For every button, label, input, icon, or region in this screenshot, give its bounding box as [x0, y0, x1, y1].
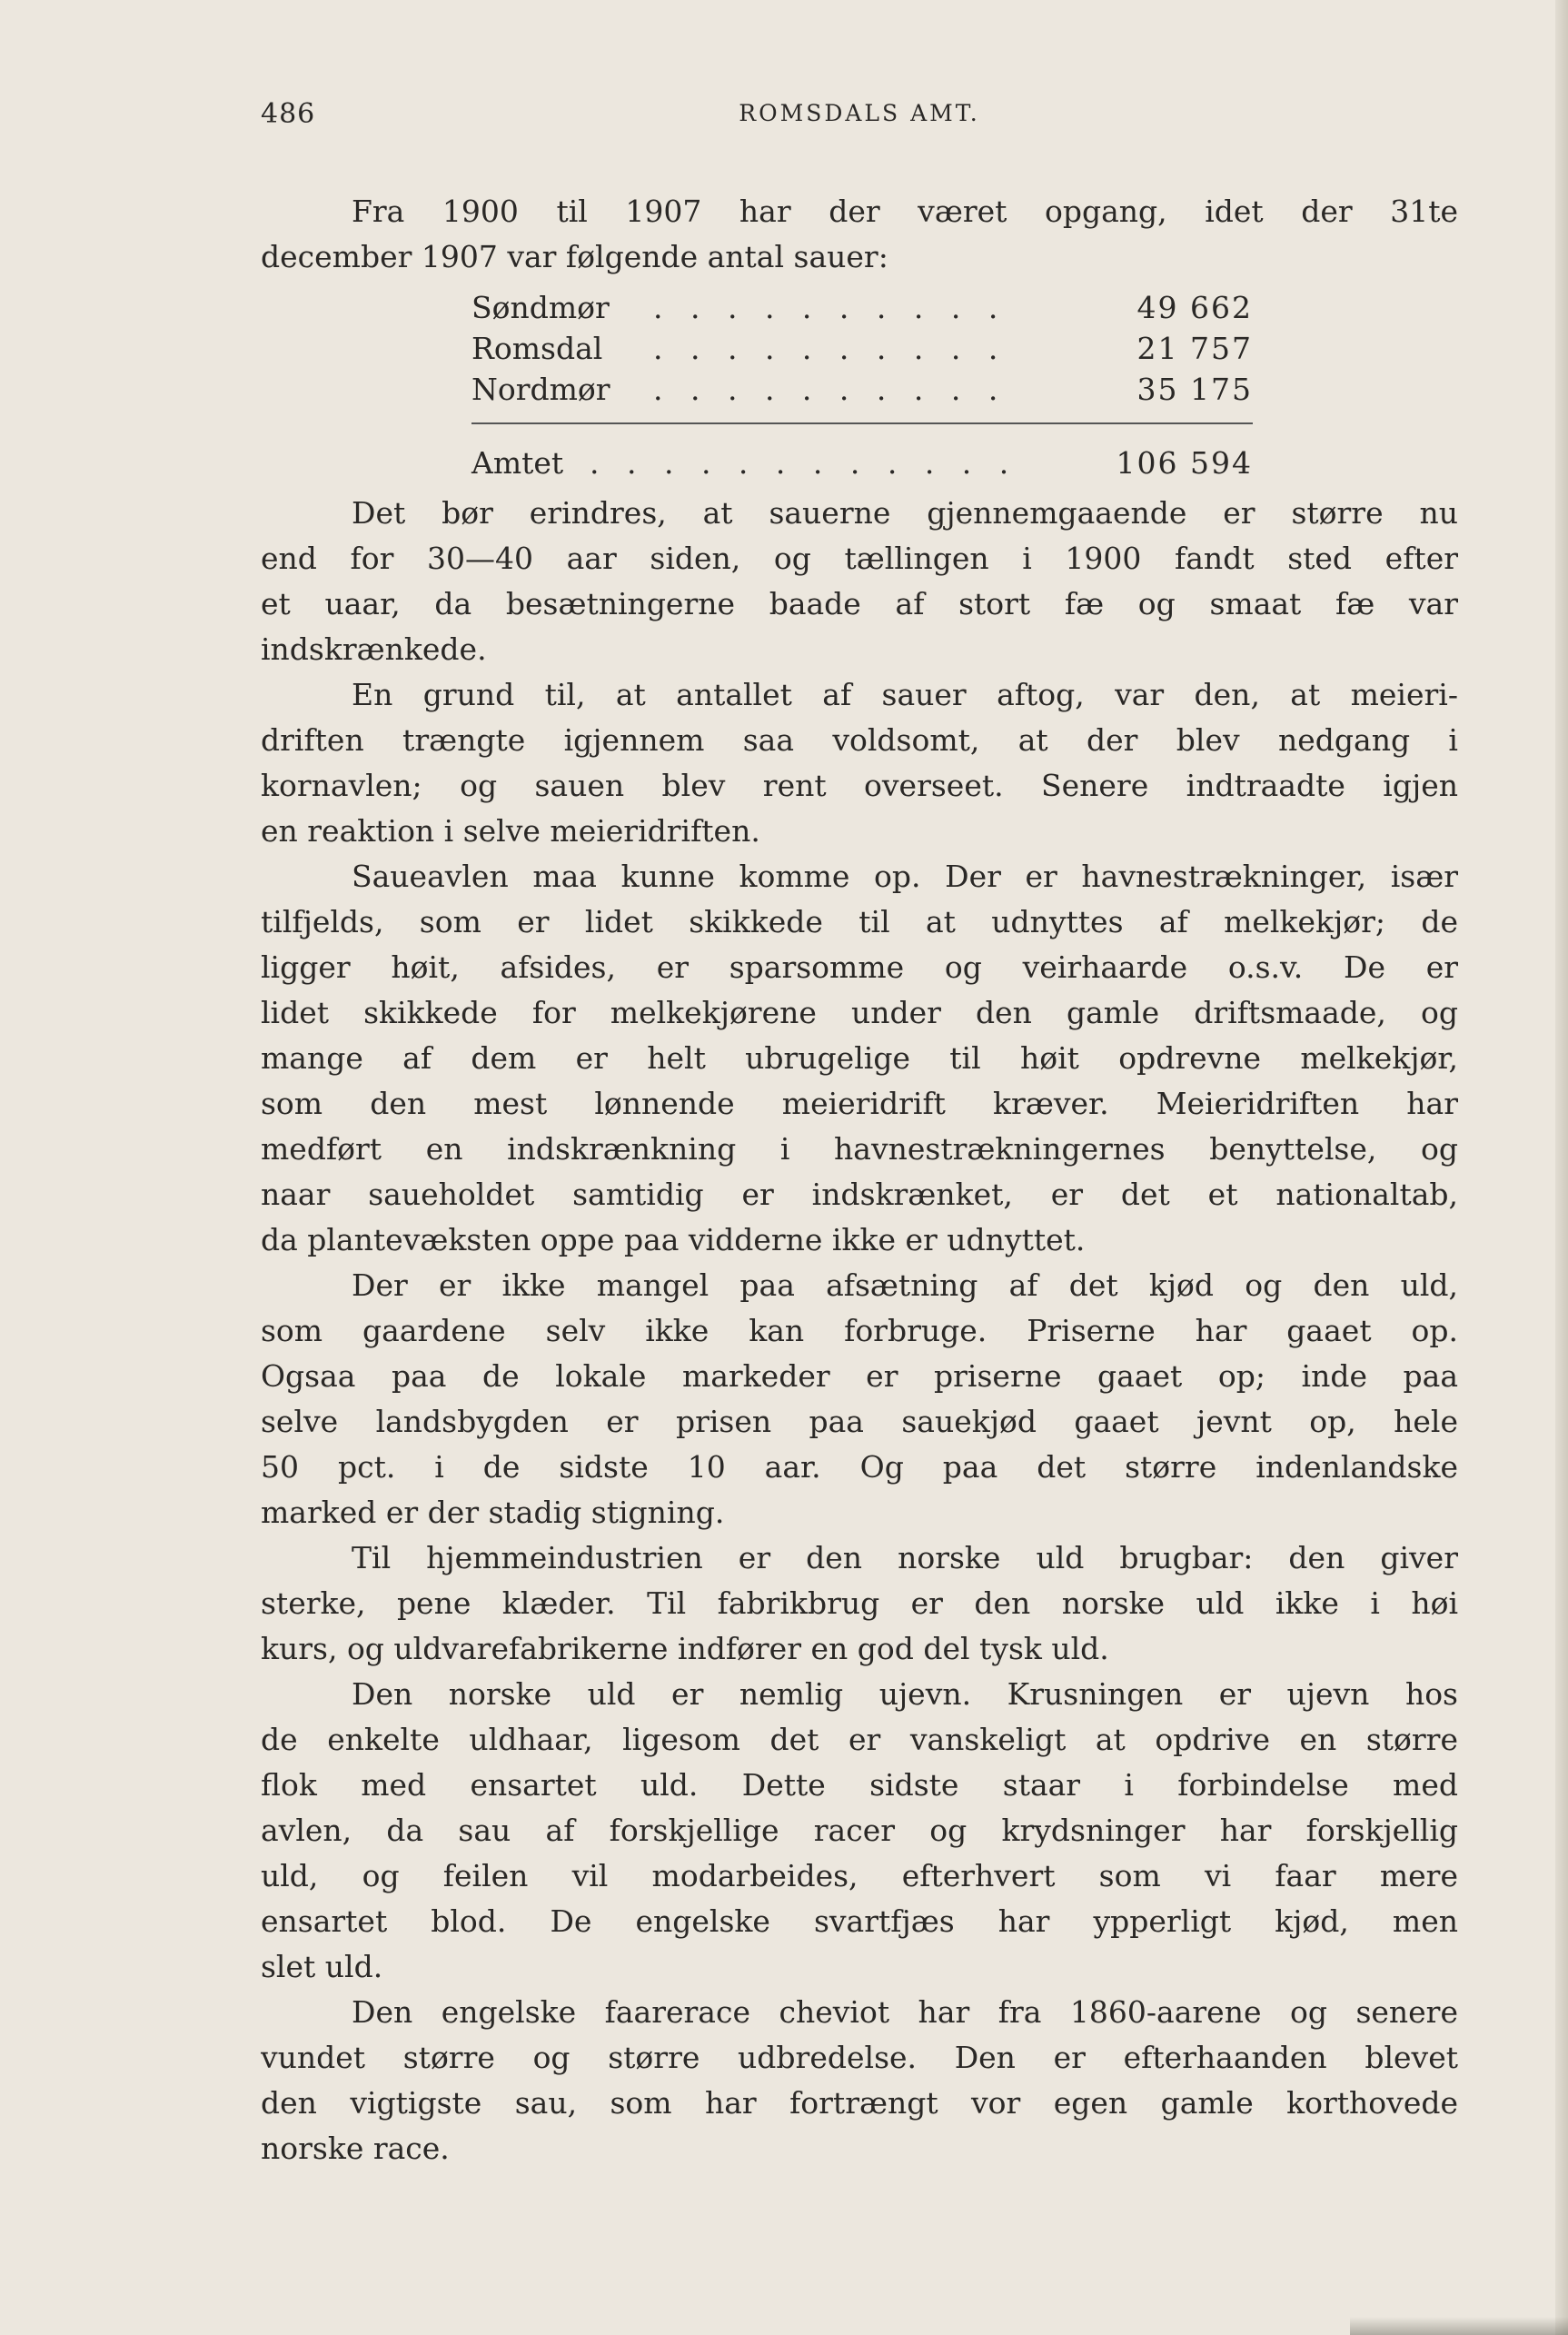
text-line: vundet større og større udbredelse. Den er efterhaanden blevet — [261, 2040, 1458, 2075]
running-title: ROMSDALS AMT. — [739, 100, 980, 126]
table-row — [471, 328, 1253, 369]
text-line: de enkelte uldhaar, ligesom det er vanskeligt at opdrive en større — [261, 1722, 1458, 1757]
table-row — [471, 287, 1253, 328]
sheep-count: 35 175 — [1136, 372, 1253, 407]
paragraph — [261, 1263, 1458, 1535]
page-shadow — [1350, 2317, 1568, 2335]
leader-dots: . . . . . . . . . . — [653, 331, 1007, 366]
text-line: medført en indskrænkning i havnestrækningernes benyttelse, og — [261, 1131, 1458, 1167]
text-line: sterke, pene klæder. Til fabrikbrug er den norske uld ikke i høi — [261, 1585, 1458, 1621]
text-line: norske race. — [261, 2131, 450, 2166]
paragraph — [261, 491, 1458, 672]
text-line: ensartet blod. De engelske svartfjæs har ypperligt kjød, men — [261, 1903, 1458, 1939]
leader-dots: . . . . . . . . . . — [653, 372, 1007, 407]
sheep-count-table — [471, 287, 1253, 483]
paragraph — [261, 1672, 1458, 1990]
paragraph — [261, 854, 1458, 1263]
text-line: Det bør erindres, at sauerne gjennemgaaende er større nu — [352, 495, 1458, 531]
text-line: Den norske uld er nemlig ujevn. Krusningen er ujevn hos — [352, 1676, 1458, 1712]
text-line: Ogsaa paa de lokale markeder er priserne gaaet op; inde paa — [261, 1358, 1458, 1394]
text-line: mange af dem er helt ubrugelige til høit opdrevne melkekjør, — [261, 1040, 1458, 1076]
intro-paragraph — [261, 189, 1458, 280]
text-line: avlen, da sau af forskjellige racer og krydsninger har forskjellig — [261, 1813, 1458, 1848]
text-line: selve landsbygden er prisen paa sauekjød gaaet jevnt op, hele — [261, 1404, 1458, 1439]
page-header — [261, 98, 1458, 134]
text-line: Der er ikke mangel paa afsætning af det kjød og den uld, — [352, 1267, 1458, 1303]
district-name: Nordmør — [471, 372, 610, 407]
total-label: Amtet — [471, 445, 564, 481]
text-line: december 1907 var følgende antal sauer: — [261, 239, 888, 274]
total-count: 106 594 — [1116, 445, 1253, 481]
paragraph — [261, 672, 1458, 854]
text-line: som gaardene selv ikke kan forbruge. Priserne har gaaet op. — [261, 1313, 1458, 1348]
text-line: ligger høit, afsides, er sparsomme og veirhaarde o.s.v. De er — [261, 949, 1458, 985]
text-line: et uaar, da besætningerne baade af stort fæ og smaat fæ var — [261, 586, 1458, 621]
text-line: uld, og feilen vil modarbeides, efterhvert som vi faar mere — [261, 1858, 1458, 1893]
paragraph — [261, 1990, 1458, 2171]
page-number: 486 — [261, 98, 316, 130]
text-line: som den mest lønnende meieridrift kræver. Meieridriften har — [261, 1086, 1458, 1121]
district-name: Søndmør — [471, 290, 610, 325]
text-line: da plantevæksten oppe paa vidderne ikke er udnyttet. — [261, 1222, 1086, 1257]
text-line: tilfjelds, som er lidet skikkede til at udnyttes af melkekjør; de — [261, 904, 1458, 939]
text-line: En grund til, at antallet af sauer aftog, var den, at meieri- — [352, 677, 1458, 712]
text-line: den vigtigste sau, som har fortrængt vor egen gamle korthovede — [261, 2085, 1458, 2121]
text-line: Fra 1900 til 1907 har der været opgang, idet der 31te — [352, 194, 1458, 229]
text-line: kornavlen; og sauen blev rent overseet. Senere indtraadte igjen — [261, 768, 1458, 803]
text-line: marked er der stadig stigning. — [261, 1495, 725, 1530]
text-line: end for 30—40 aar siden, og tællingen i 1900 fandt sted efter — [261, 541, 1458, 576]
table-total-row — [471, 442, 1253, 483]
text-line: lidet skikkede for melkekjørene under den gamle driftsmaade, og — [261, 995, 1458, 1030]
text-line: naar saueholdet samtidig er indskrænket, er det et nationaltab, — [261, 1177, 1458, 1212]
sheep-count: 49 662 — [1136, 290, 1253, 325]
page-edge — [1555, 0, 1568, 2335]
text-line: Den engelske faarerace cheviot har fra 1860-aarene og senere — [352, 1994, 1458, 2030]
text-line: slet uld. — [261, 1949, 383, 1984]
body-text — [261, 189, 1458, 2171]
text-line: kurs, og uldvarefabrikerne indfører en god del tysk uld. — [261, 1631, 1109, 1666]
sheep-count: 21 757 — [1136, 331, 1253, 366]
text-line: en reaktion i selve meieridriften. — [261, 813, 760, 849]
leader-dots: . . . . . . . . . . . . — [590, 445, 1018, 481]
text-line: driften trængte igjennem saa voldsomt, at der blev nedgang i — [261, 722, 1458, 758]
text-line: Saueavlen maa kunne komme op. Der er havnestrækninger, især — [352, 859, 1458, 894]
district-name: Romsdal — [471, 331, 603, 366]
text-line: flok med ensartet uld. Dette sidste staar i forbindelse med — [261, 1767, 1458, 1803]
leader-dots: . . . . . . . . . . — [653, 290, 1007, 325]
text-line: indskrænkede. — [261, 631, 487, 667]
sum-rule — [471, 422, 1253, 424]
paragraphs — [261, 491, 1458, 2171]
text-line: 50 pct. i de sidste 10 aar. Og paa det større indenlandske — [261, 1449, 1458, 1485]
paragraph — [261, 1535, 1458, 1672]
text-line: Til hjemmeindustrien er den norske uld brugbar: den giver — [352, 1540, 1458, 1575]
table-row — [471, 369, 1253, 410]
